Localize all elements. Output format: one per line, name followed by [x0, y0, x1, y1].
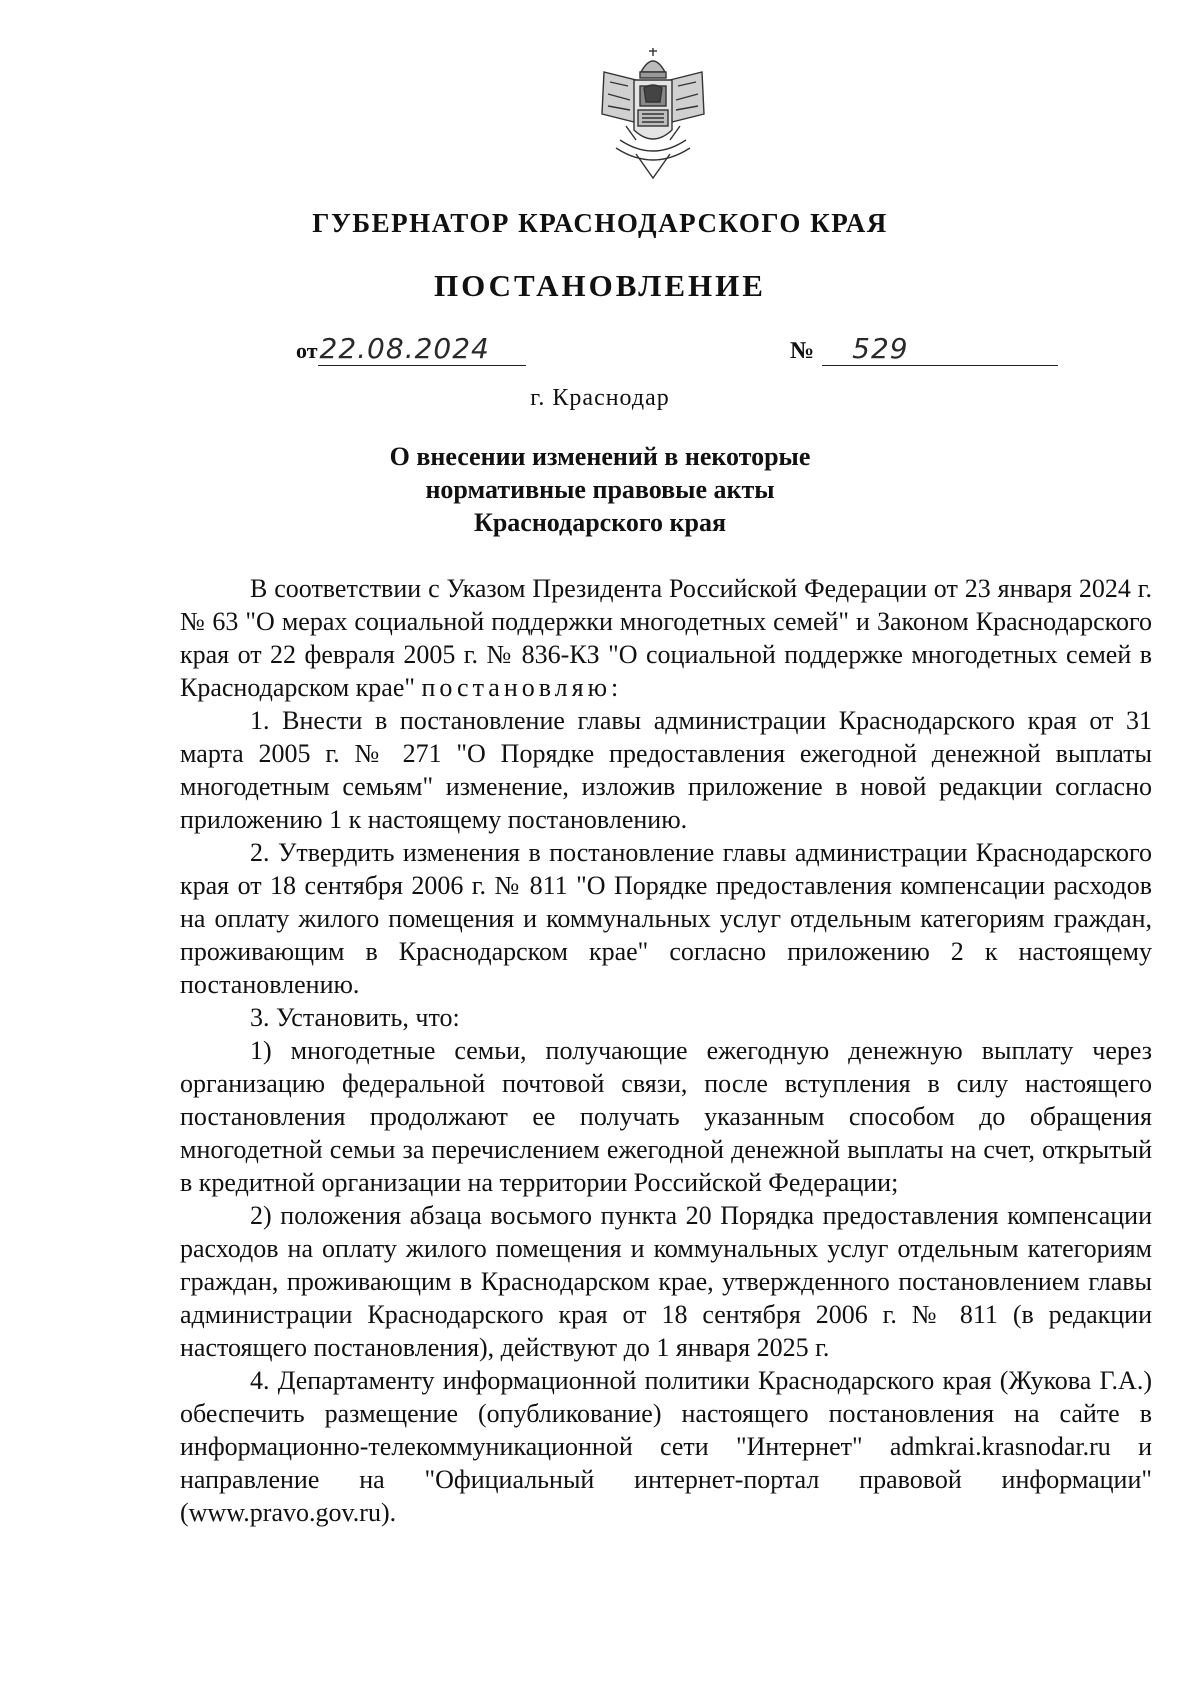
- document-type: ПОСТАНОВЛЕНИЕ: [434, 268, 766, 303]
- title-line-2: нормативные правовые акты: [425, 475, 775, 504]
- document-body: [180, 572, 1152, 1529]
- paragraph-3-1: 1) многодетные семьи, получающие ежегодную денежную выплату через организацию федеральной почтовой связи, после вступления в силу настоящего постановления продолжают ее получать указанным способом до обращения многодетной семьи за перечислением ежегодной денежной выплаты на счет, открытый в кредитной организации на территории Российской Федерации;: [180, 1036, 1152, 1197]
- preamble-verb: постановляю:: [421, 673, 623, 702]
- document-title: [0, 440, 1200, 539]
- number-prefix: №: [790, 338, 815, 364]
- date-line: [296, 332, 526, 372]
- preamble: [180, 572, 1152, 704]
- preamble-text: В соответствии с Указом Президента Российской Федерации от 23 января 2024 г. № 63 "О мерах социальной поддержки многодетных семей" и Законом Краснодарского края от 22 февраля 2005 г. № 836-КЗ "О социальной поддержке многодетных семей в Краснодарском крае": [180, 574, 1152, 702]
- title-line-1: О внесении изменений в некоторые: [389, 442, 811, 471]
- paragraph-3-2: 2) положения абзаца восьмого пункта 20 Порядка предоставления компенсации расходов на оплату жилого помещения и коммунальных услуг отдельным категориям граждан, проживающим в Краснодарском крае, утвержденного постановлением главы администрации Краснодарского края от 18 сентября 2006 г. № 811 (в редакции настоящего постановления), действуют до 1 января 2025 г.: [180, 1201, 1152, 1362]
- number-line: [790, 332, 1058, 366]
- city: г. Краснодар: [530, 385, 670, 411]
- handwritten-number: 529: [822, 332, 1058, 366]
- date-prefix: от: [296, 338, 318, 363]
- paragraph-2: 2. Утвердить изменения в постановление главы администрации Краснодарского края от 18 сентября 2006 г. № 811 "О Порядке предоставления компенсации расходов на оплату жилого помещения и коммунальных услуг отдельным категориям граждан, проживающим в Краснодарском крае" согласно приложению 2 к настоящему постановлению.: [180, 838, 1152, 999]
- paragraph-3: 3. Установить, что:: [250, 1003, 460, 1032]
- issuing-authority: ГУБЕРНАТОР КРАСНОДАРСКОГО КРАЯ: [312, 208, 888, 238]
- paragraph-1: 1. Внести в постановление главы администрации Краснодарского края от 31 марта 2005 г. № 271 "О Порядке предоставления ежегодной денежной выплаты многодетным семьям" изменение, изложив приложение в новой редакции согласно приложению 1 к настоящему постановлению.: [180, 706, 1152, 834]
- handwritten-date: 22.08.2024: [318, 332, 526, 366]
- title-line-3: Краснодарского края: [473, 508, 727, 537]
- coat-of-arms-emblem: [596, 44, 710, 184]
- paragraph-4: 4. Департаменту информационной политики Краснодарского края (Жукова Г.А.) обеспечить размещение (опубликование) настоящего постановления на сайте в информационно-телекоммуникационной сети "Интернет" admkrai.krasnodar.ru и направление на "Официальный интернет-портал правовой информации" (www.pravo.gov.ru).: [180, 1366, 1152, 1527]
